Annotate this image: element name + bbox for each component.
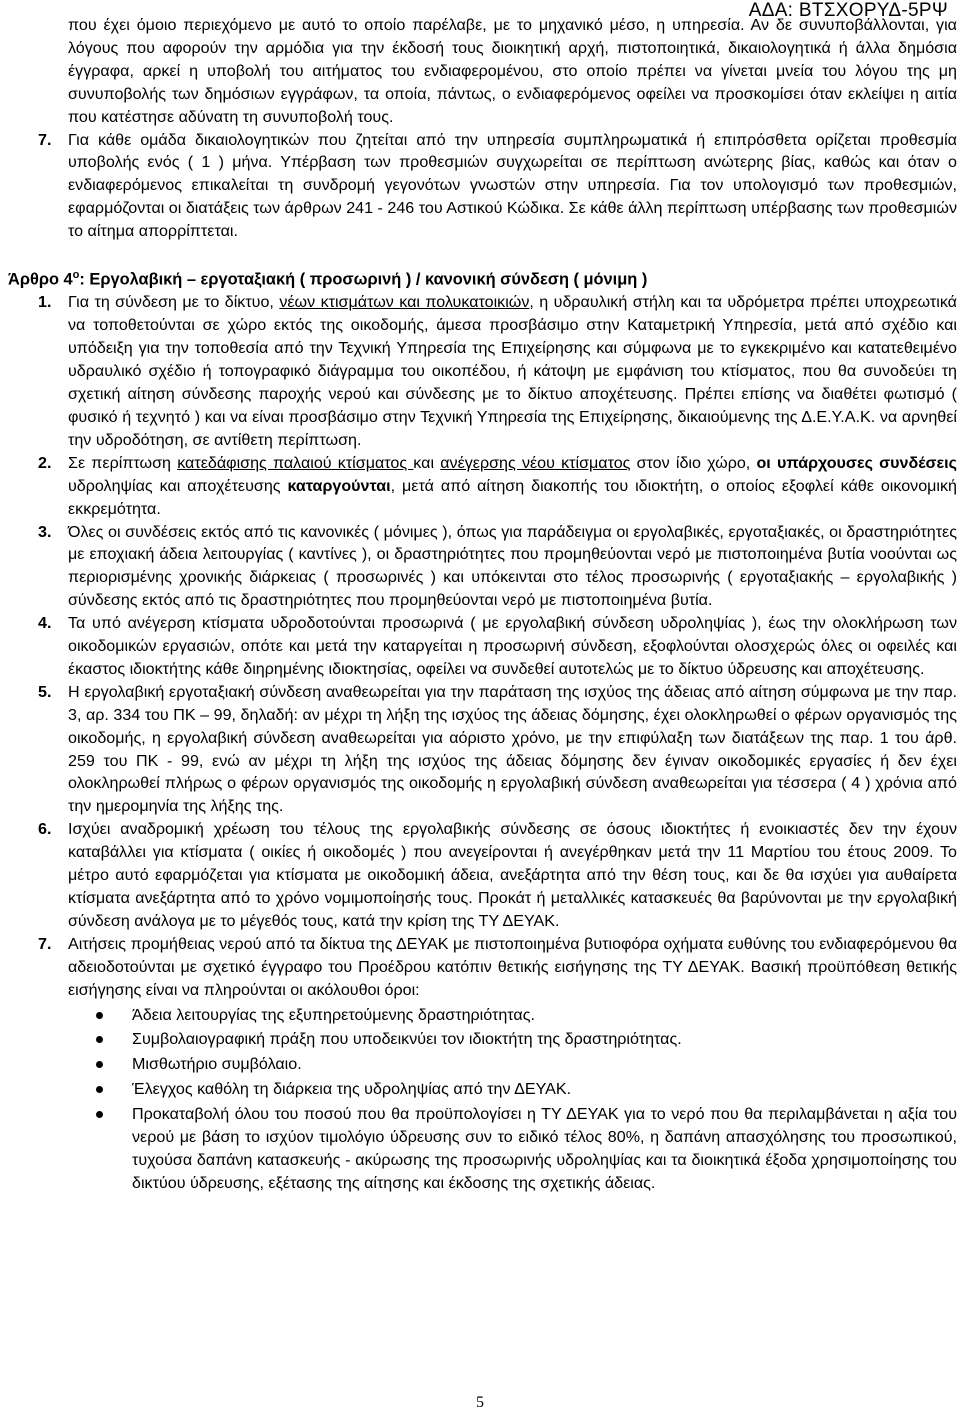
item-text: Για τη σύνδεση με το δίκτυο,	[68, 293, 280, 312]
item-number: 7.	[38, 130, 52, 149]
item-number: 1.	[38, 293, 52, 312]
bullet-icon	[96, 1012, 103, 1019]
bullet-icon	[96, 1086, 103, 1093]
bullet-item	[68, 1053, 957, 1076]
item-text: Η εργολαβική εργοταξιακή σύνδεση αναθεωρείται για την παράταση της ισχύος της άδειας από αίτηση σύμφωνα με την παρ. 3, αρ. 334 του ΠΚ – 99, δηλαδή: αν μέχρι τη λήξη της ισχύος της άδειας δόμησης, έχει ολοκληρωθεί ο φέρων οργανισμός της οικοδομής, η εργολαβική σύνδεση αναθεωρείται για αόριστο χρόνο, με την επιφύλαξη των διατάξεων της παρ. 1 του άρθ. 259 του ΠΚ - 99, ενώ αν μέχρι τη λήξη της ισχύος της άδειας δόμησης δεν έγιναν οικοδομικές εργασίες ή δεν έχει ολοκληρωθεί πλήρως ο φέρων οργανισμός της οικοδομής η εργολαβική σύνδεση αναθεωρείται για τέσσερα ( 4 ) χρόνια από την ημερομηνία της λήξης της.	[68, 682, 957, 816]
item-text: και	[413, 453, 441, 472]
article-title: : Εργολαβική – εργοταξιακή ( προσωρινή ) / κανονική σύνδεση ( μόνιμη )	[79, 270, 648, 289]
underlined-text: νέων κτισμάτων και πολυκατοικιών	[279, 293, 530, 312]
underlined-text: κατεδάφισης παλαιού κτίσματος	[177, 453, 414, 472]
list-item	[38, 933, 957, 1195]
item-text: Αιτήσεις προμήθειας νερού από τα δίκτυα της ΔΕΥΑΚ με πιστοποιημένα βυτιοφόρα οχήματα ευθύνης του ενδιαφερόμενου θα αδειοδοτούνται με σχετικό έγγραφο του Προέδρου κατόπιν θετικής εισήγησης της ΤΥ ΔΕΥΑΚ. Βασική προϋπόθεση θετικής εισήγησης είναι να πληρούνται οι ακόλουθοι όροι:	[68, 934, 957, 999]
bullet-item	[68, 1078, 957, 1101]
bullet-icon	[96, 1036, 103, 1043]
ada-code: ΑΔΑ: ΒΤΣΧΟΡΥΔ-5ΡΨ	[748, 0, 948, 21]
bold-text: καταργούνται	[287, 476, 391, 495]
item-number: 6.	[38, 820, 52, 839]
page-number: 5	[476, 1394, 484, 1411]
bullet-text: Μισθωτήριο συμβόλαιο.	[132, 1055, 302, 1074]
list-item	[38, 129, 957, 244]
item-number: 3.	[38, 522, 52, 541]
item-text: Για κάθε ομάδα δικαιολογητικών που ζητείται από την υπηρεσία συμπληρωματικά ή επιπρόσθετα ορίζεται προθεσμία υποβολής ενός ( 1 ) μήνα. Υπέρβαση των προθεσμιών συγχωρείται σε περίπτωση ανώτερης βίας, καθώς και όταν ο ενδιαφερόμενος επικαλείται τη συνδρομή γεγονότων γνωστών στην υπηρεσία. Για τον υπολογισμό των προθεσμιών, εφαρμόζονται οι διατάξεις των άρθρων 241 - 246 του Αστικού Κώδικα. Σε κάθε άλλη περίπτωση υπέρβασης των προθεσμιών το αίτημα απορρίπτεται.	[68, 130, 957, 241]
item-number: 5.	[38, 682, 52, 701]
bullet-icon	[96, 1061, 103, 1068]
bullet-item	[68, 1103, 957, 1195]
bullet-text: Έλεγχος καθόλη τη διάρκεια της υδροληψίας από την ΔΕΥΑΚ.	[132, 1080, 572, 1099]
item-text: Σε περίπτωση	[68, 453, 178, 472]
bullet-text: Προκαταβολή όλου του ποσού που θα προϋπολογίσει η ΤΥ ΔΕΥΑΚ για το νερό που θα περιλαμβάνεται η αξία του νερού με βάση το ισχύον τιμολόγιο ύδρευσης συν το ειδικό τέλος 80%, η δαπάνη απασχόλησης του προσωπικού, τυχούσα δαπάνη κατασκευής - ακύρωσης της προσωρινής υδροληψίας και τα διοικητικά έξοδα χρησιμοποίησης του δικτύου ύδρευσης, εξέτασης της αίτησης και έκδοσης της σχετικής άδειας.	[132, 1105, 957, 1192]
item-text: , η υδραυλική στήλη και τα υδρόμετρα πρέπει υποχρεωτικά να τοποθετούνται σε χώρο εκτός της οικοδομής, άμεσα προσβάσιμο στην Καταμετρική Υπηρεσία, μετά από σχέδιο και υπόδειξη για την τοποθεσία από την Τεχνική Υπηρεσία της Επιχείρησης και σύμφωνα με το εγκεκριμένο και κατατεθειμένο υδραυλικό σχέδιο ή τοπογραφικό διάγραμμα του οικοπέδου, ή κάτοψη με εμφάνιση του κτίσματος, που θα συνοδεύει τη σχετική αίτηση σύνδεσης παροχής νερού και σύνδεσης με το δίκτυο αποχέτευσης. Πρέπει επίσης να διαθέτει φωτισμό ( φυσικό ή τεχνητό ) και να είναι προσβάσιμο στην Τεχνική Υπηρεσία της Επιχείρησης, δικαιούμενης της Δ.Ε.Υ.Α.Κ. να αρνηθεί την υδροδότηση, σε αντίθετη περίπτωση.	[68, 293, 957, 449]
list-item	[38, 818, 957, 933]
bullet-item	[68, 1028, 957, 1051]
list-item	[38, 612, 957, 681]
intro-paragraph: που έχει όμοιο περιεχόμενο με αυτό το οποίο παρέλαβε, με το μηχανικό μέσο, η υπηρεσία. Αν δε συνυποβάλλονται, για λόγους που αφορούν την αρμόδια για την έκδοσή τους διοικητική αρχή, πιστοποιητικά, δικαιολογητικά ή άλλα δημόσια έγγραφα, αρκεί η υποβολή του αιτήματος του ενδιαφερομένου, στο οποίο πρέπει να γίνεται μνεία του λόγου της μη συνυποβολής των δημόσιων εγγράφων, τα οποία, πάντως, ο ενδιαφερόμενος οφείλει να προσκομίσει όταν εκλείψει η αιτία που κατέστησε αδύνατη τη συνυποβολή τους.	[68, 16, 957, 126]
bullet-icon	[96, 1111, 103, 1118]
bullet-text: Άδεια λειτουργίας της εξυπηρετούμενης δραστηριότητας.	[132, 1005, 535, 1024]
item-text: υδροληψίας και αποχέτευσης	[68, 476, 288, 495]
spacer	[68, 243, 957, 264]
item-text: Όλες οι συνδέσεις εκτός από τις κανονικές ( μόνιμες ), όπως για παράδειγμα οι εργολαβικές, εργοταξιακές, οι δραστηριότητες με εποχιακή άδεια λειτουργίας ( καντίνες ), οι δραστηριότητες που προμηθεύονται νερό με πιστοποιημένα βυτία νοούνται ως περιορισμένης χρονικής διάρκειας ( προσωρινές ) και υπόκεινται στο τέλος προσωρινής ( εργοταξιακής – εργολαβικής ) σύνδεσης εκτός από τις δραστηριότητες που προμηθεύονται νερό με πιστοποιημένα βυτία.	[68, 522, 957, 610]
item-text: Ισχύει αναδρομική χρέωση του τέλους της εργολαβικής σύνδεσης σε όσους ιδιοκτήτες ή ενοικιαστές δεν την έχουν καταβάλλει για κτίσματα ( οικίες ή οικοδομές ) που ανεγείρονται ή ανεγέρθηκαν μετά την 11 Μαρτίου του έτους 2009. Το μέτρο αυτό εφαρμόζεται για κτίσματα με οικοδομική άδεια, ανεξάρτητα από την θέση τους, και δε θα ισχύει για αυθαίρετα κτίσματα ανεξάρτητα από το χρόνο νομιμοποίησής τους. Προκάτ ή μεταλλικές κατασκευές θα βαρύνονται με την εργολαβική σύνδεση ανάλογα με το μέγεθός τους, κατά την κρίση της ΤΥ ΔΕΥΑΚ.	[68, 820, 957, 930]
item-text: , μετά από αίτηση διακοπής του ιδιοκτήτη, ο οποίος εξοφλεί κάθε οικονομική εκκρεμότητα.	[68, 476, 957, 518]
article-prefix: Άρθρο 4	[8, 270, 73, 289]
list-item	[38, 291, 957, 451]
item-number: 2.	[38, 453, 52, 472]
item-text: Τα υπό ανέγερση κτίσματα υδροδοτούνται προσωρινά ( με εργολαβική σύνδεση υδροληψίας ), έως την ολοκλήρωση των οικοδομικών εργασιών, οπότε και μετά την καταργείται η προσωρινή σύνδεση, εξοφλούνται ολοσχερώς όλες οι οφειλές και έκαστος ιδιοκτήτης κάθε διηρημένης ιδιοκτησίας, οφείλει να συνδεθεί αυτοτελώς με το δίκτυο ύδρευσης και αποχέτευσης.	[68, 614, 957, 678]
bullet-text: Συμβολαιογραφική πράξη που υποδεικνύει τον ιδιοκτήτη της δραστηριότητας.	[132, 1030, 682, 1049]
item-number: 7.	[38, 934, 52, 953]
list-item	[38, 681, 957, 818]
bold-text: οι υπάρχουσες συνδέσεις	[756, 453, 957, 472]
list-item	[38, 521, 957, 613]
bullet-item	[68, 1004, 957, 1027]
article-heading	[8, 264, 957, 291]
document-body	[8, 14, 957, 1197]
list-item	[38, 452, 957, 521]
bullet-list	[68, 1004, 957, 1195]
article-superscript: ο	[72, 269, 80, 282]
item-text: στον ίδιο χώρο,	[630, 453, 757, 472]
item-number: 4.	[38, 614, 52, 633]
underlined-text: ανέγερσης νέου κτίσματος	[440, 453, 631, 472]
